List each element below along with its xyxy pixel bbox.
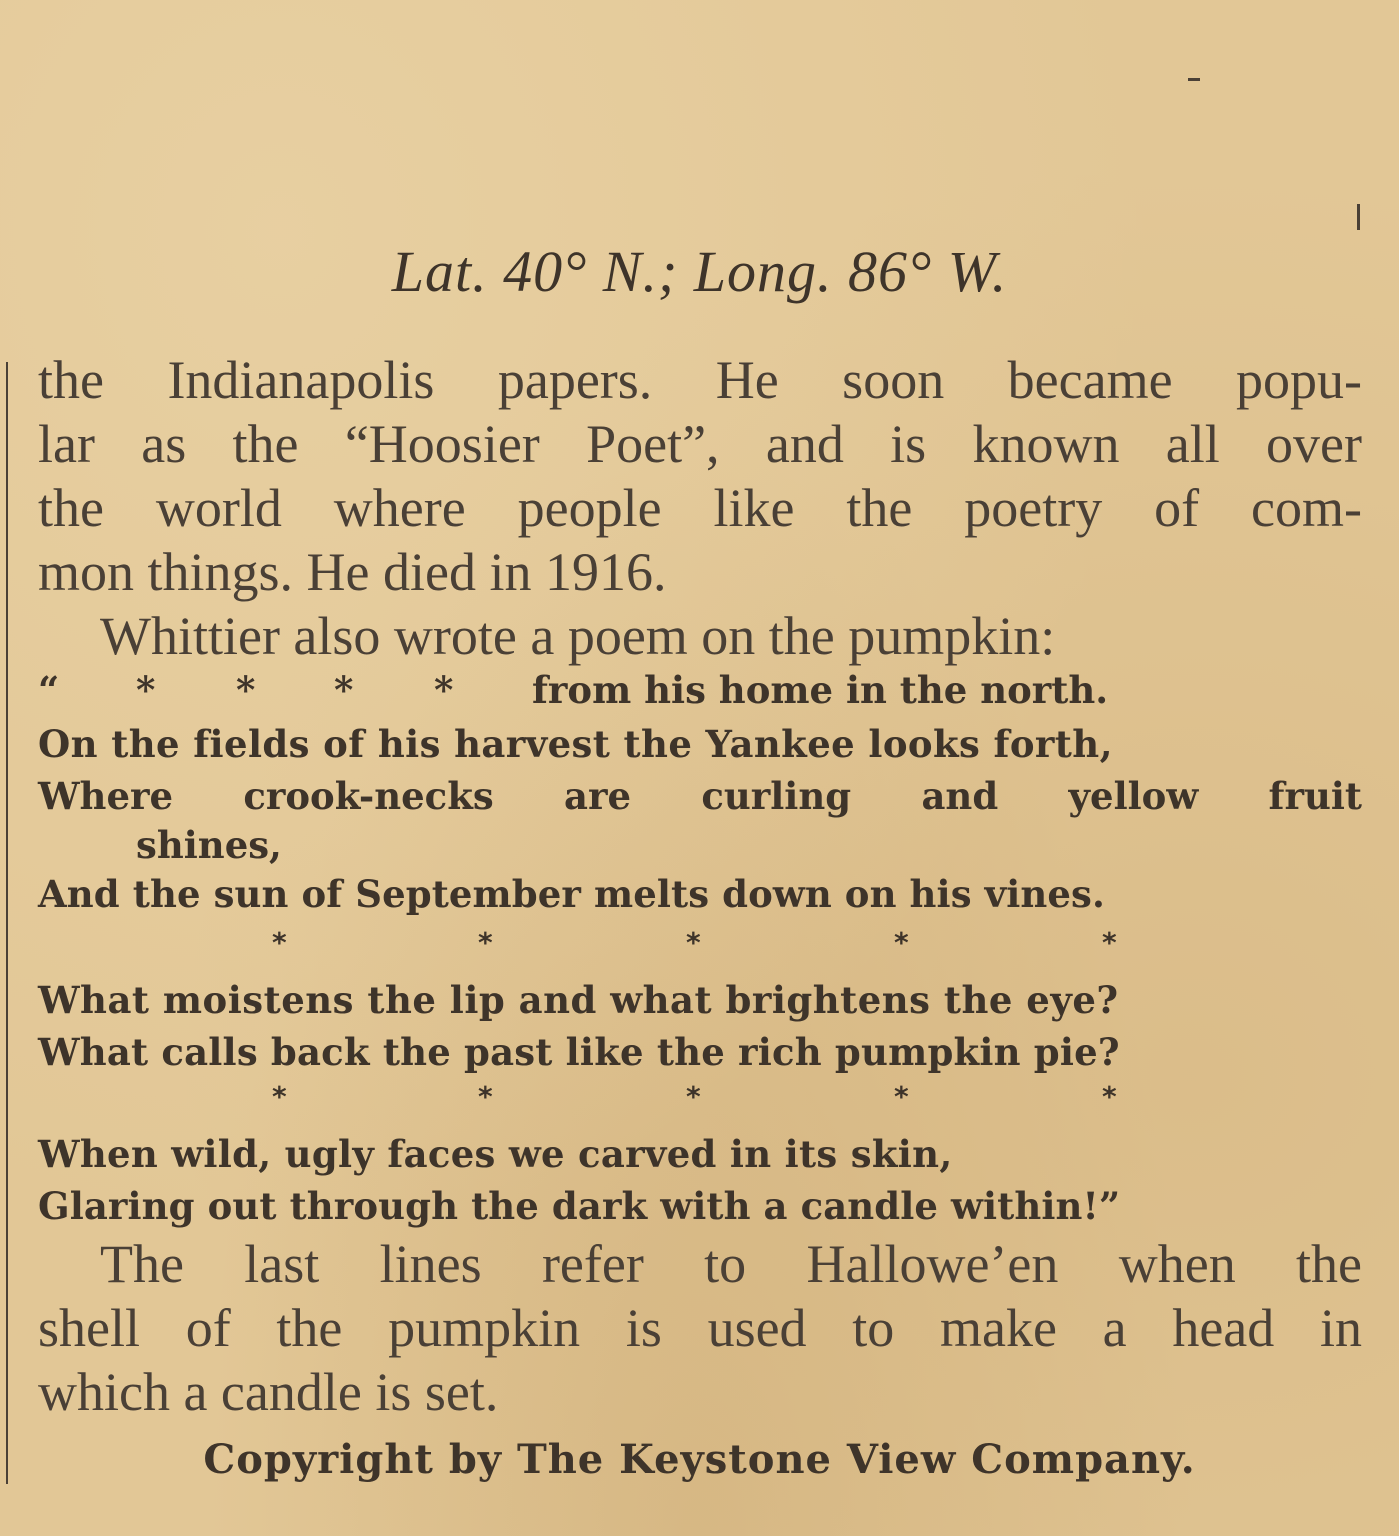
ellipsis-star: * <box>136 668 156 712</box>
ellipsis-star: * <box>1102 1080 1117 1113</box>
text-line: the world where people like the poetry of com- <box>38 478 1362 538</box>
ink-speck <box>1357 204 1360 230</box>
poem-line: Where crook-necks are curling and yellow fruit <box>38 774 1362 818</box>
ink-speck <box>1188 78 1200 81</box>
copyright-line: Copyright by The Keystone View Company. <box>203 1436 1196 1483</box>
text-line: Whittier also wrote a poem on the pumpkin: <box>100 606 1056 666</box>
poem-stanza-2 <box>38 974 1362 1078</box>
coordinates-heading: Lat. 40° N.; Long. 86° W. <box>391 239 1008 304</box>
poem-line: And the sun of September melts down on his vines. <box>38 872 1105 916</box>
ellipsis-star: * <box>1102 926 1117 959</box>
ellipsis-star: * <box>434 668 454 712</box>
ellipsis-star: * <box>894 1080 909 1113</box>
ellipsis-star: * <box>272 926 287 959</box>
poem-stanza-3 <box>38 1128 1362 1232</box>
ellipsis-star: * <box>686 1080 701 1113</box>
text-line: lar as the “Hoosier Poet”, and is known all over <box>38 414 1362 474</box>
poem-stanza-1 <box>38 718 1362 920</box>
poem-line: shines, <box>136 823 282 867</box>
poem-line: On the fields of his harvest the Yankee looks forth, <box>38 722 1113 766</box>
text-line: which a candle is set. <box>38 1362 499 1422</box>
open-quote: “ <box>38 668 60 712</box>
text-line: the Indianapolis papers. He soon became popu- <box>38 350 1362 410</box>
asterisk-divider <box>0 1080 1399 1120</box>
left-border-rule <box>6 362 8 1484</box>
poem-line: What moistens the lip and what brightens the eye? <box>38 978 1119 1022</box>
ellipsis-star: * <box>334 668 354 712</box>
text-line: The last lines refer to Hallowe’en when the <box>100 1234 1362 1294</box>
text-line: mon things. He died in 1916. <box>38 542 667 602</box>
poem-line: What calls back the past like the rich pumpkin pie? <box>38 1030 1120 1074</box>
poem-text: from his home in the north. <box>532 668 1109 712</box>
ellipsis-star: * <box>894 926 909 959</box>
asterisk-divider <box>0 926 1399 966</box>
poem-line: When wild, ugly faces we carved in its skin, <box>38 1132 953 1176</box>
ellipsis-star: * <box>478 1080 493 1113</box>
paragraph-riley-bio <box>38 348 1362 668</box>
poem-line: Glaring out through the dark with a candle within!” <box>38 1184 1121 1228</box>
ellipsis-star: * <box>272 1080 287 1113</box>
ellipsis-star: * <box>686 926 701 959</box>
paragraph-halloween <box>38 1232 1362 1424</box>
ellipsis-star: * <box>478 926 493 959</box>
ellipsis-star: * <box>236 668 256 712</box>
poem-intro-line <box>38 664 1362 716</box>
text-line: shell of the pumpkin is used to make a head in <box>38 1298 1362 1358</box>
